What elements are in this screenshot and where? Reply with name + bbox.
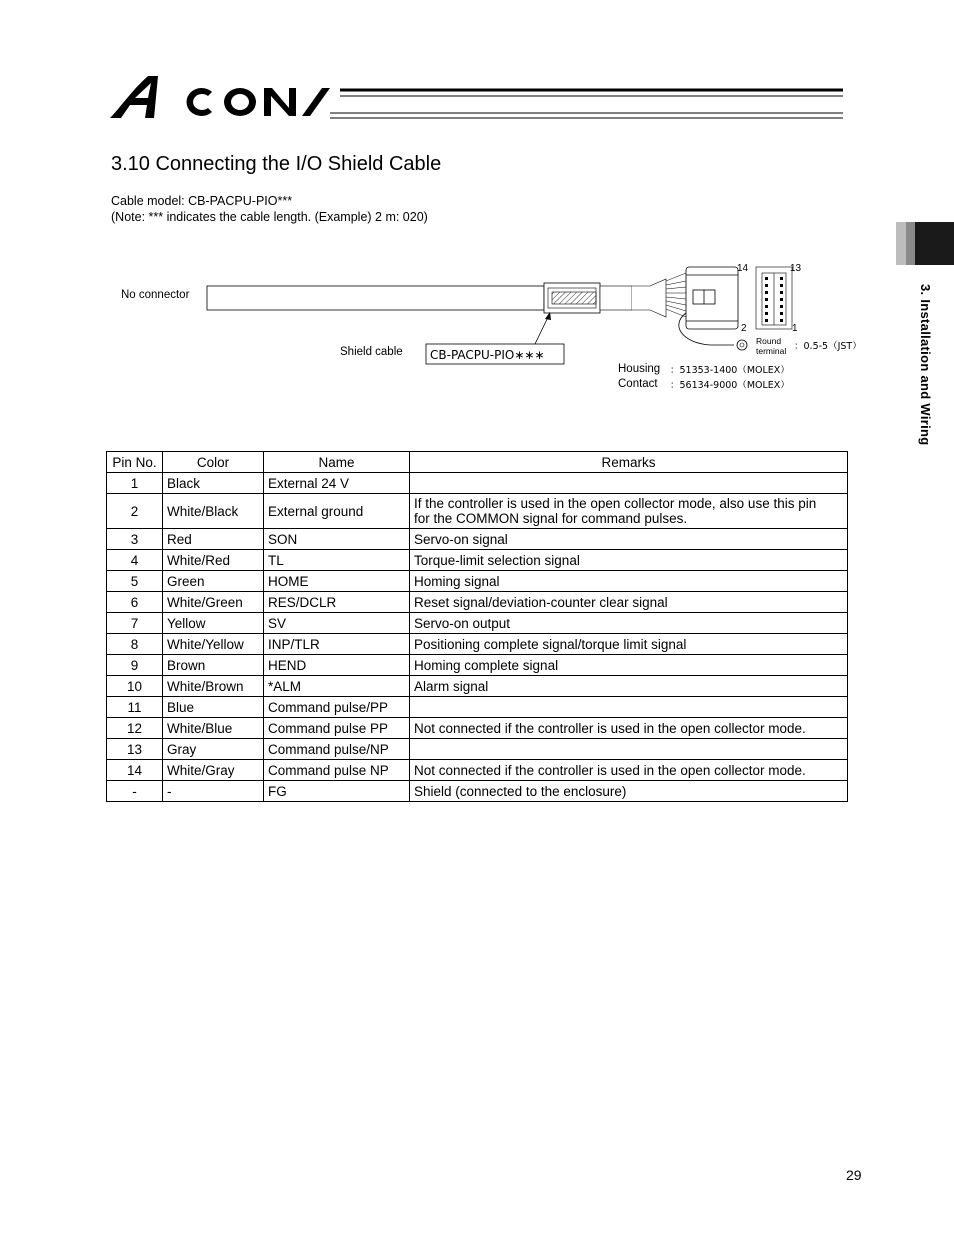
round-terminal-spec: ：0.5-5（JST） [794,341,862,352]
pin-assignment-table [106,451,848,802]
round-terminal-label: Round [756,336,782,346]
cell-remarks: Servo-on signal [410,529,848,550]
cell-pin: - [107,781,163,802]
cell-color: Black [163,473,264,494]
cell-pin: 14 [107,760,163,781]
cell-pin: 9 [107,655,163,676]
cable-model-box-text: CB-PACPU-PIO∗∗∗ [430,348,545,362]
cell-color: White/Red [163,550,264,571]
table-row [107,473,848,494]
connector-pin-face [756,267,792,329]
round-terminal-label-2: terminal [756,346,787,356]
header-remarks: Remarks [410,452,848,473]
cell-name: *ALM [264,676,410,697]
cell-name: RES/DCLR [264,592,410,613]
table-row [107,550,848,571]
cell-remarks: Homing complete signal [410,655,848,676]
cell-name: Command pulse/NP [264,739,410,760]
cell-pin: 7 [107,613,163,634]
cell-remarks: Torque-limit selection signal [410,550,848,571]
chapter-tab-marker [896,222,954,265]
pin-14-label: 14 [737,263,749,274]
table-row [107,697,848,718]
cable-diagram [110,255,870,400]
cell-name: External ground [264,494,410,529]
cell-name: FG [264,781,410,802]
cell-name: INP/TLR [264,634,410,655]
page-number: 29 [846,1167,862,1183]
cell-remarks: Not connected if the controller is used in the open collector mode. [410,718,848,739]
cell-remarks-line-2: for the COMMON signal for command pulses. [414,511,688,526]
connector-housing [686,267,738,329]
cell-remarks [410,494,848,529]
table-row [107,781,848,802]
cell-name: Command pulse/PP [264,697,410,718]
table-row [107,592,848,613]
shield-cable-label: Shield cable [340,346,403,358]
cell-remarks [410,697,848,718]
table-row [107,655,848,676]
cell-pin: 11 [107,697,163,718]
cell-pin: 4 [107,550,163,571]
cell-color: White/Blue [163,718,264,739]
acon-logo [108,68,848,124]
pin-2-label: 2 [741,323,747,334]
table-row [107,676,848,697]
table-row [107,634,848,655]
housing-label: Housing [618,363,661,375]
cell-pin: 2 [107,494,163,529]
cable-body [207,286,544,310]
table-row [107,739,848,760]
cable-tail [600,286,632,310]
cell-pin: 10 [107,676,163,697]
cell-color: Green [163,571,264,592]
cell-name: HOME [264,571,410,592]
contact-spec: ：56134-9000（MOLEX） [670,380,790,391]
pin-1-label: 1 [792,323,798,334]
cable-model-text: Cable model: CB-PACPU-PIO*** [111,194,293,208]
cell-color: Yellow [163,613,264,634]
pin-13-label: 13 [790,263,802,274]
cell-remarks: Homing signal [410,571,848,592]
cell-color: Brown [163,655,264,676]
cell-color: - [163,781,264,802]
cell-name: SV [264,613,410,634]
cell-pin: 8 [107,634,163,655]
header-color: Color [163,452,264,473]
table-row [107,529,848,550]
table-row [107,760,848,781]
table-row [107,613,848,634]
cable-note-text: (Note: *** indicates the cable length. (Example) 2 m: 020) [111,210,428,224]
section-title: 3.10 Connecting the I/O Shield Cable [111,153,442,175]
table-header-row [107,452,848,473]
cell-remarks [410,473,848,494]
table-row [107,571,848,592]
cell-color: Red [163,529,264,550]
cell-remarks: Positioning complete signal/torque limit signal [410,634,848,655]
cell-name: Command pulse NP [264,760,410,781]
table-row [107,494,848,529]
cell-pin: 3 [107,529,163,550]
cell-pin: 6 [107,592,163,613]
cell-pin: 5 [107,571,163,592]
cell-name: Command pulse PP [264,718,410,739]
cell-remarks [410,739,848,760]
cell-pin: 1 [107,473,163,494]
cell-name: HEND [264,655,410,676]
cell-color: Blue [163,697,264,718]
cell-color: White/Black [163,494,264,529]
cell-remarks-line-1: If the controller is used in the open collector mode, also use this pin [414,496,817,511]
no-connector-label: No connector [121,289,190,301]
contact-label: Contact [618,378,658,390]
header-pin-no: Pin No. [107,452,163,473]
cell-color: White/Gray [163,760,264,781]
cell-remarks: Reset signal/deviation-counter clear signal [410,592,848,613]
cell-name: External 24 V [264,473,410,494]
cell-name: SON [264,529,410,550]
cell-remarks: Alarm signal [410,676,848,697]
cell-color: Gray [163,739,264,760]
header-name: Name [264,452,410,473]
cell-name: TL [264,550,410,571]
cell-color: White/Brown [163,676,264,697]
cell-color: White/Green [163,592,264,613]
cell-remarks: Shield (connected to the enclosure) [410,781,848,802]
cell-remarks: Servo-on output [410,613,848,634]
cell-color: White/Yellow [163,634,264,655]
table-row [107,718,848,739]
housing-spec: ：51353-1400（MOLEX） [670,365,790,376]
cell-remarks: Not connected if the controller is used in the open collector mode. [410,760,848,781]
cell-pin: 12 [107,718,163,739]
chapter-tab-label: 3. Installation and Wiring [918,284,933,446]
cell-pin: 13 [107,739,163,760]
